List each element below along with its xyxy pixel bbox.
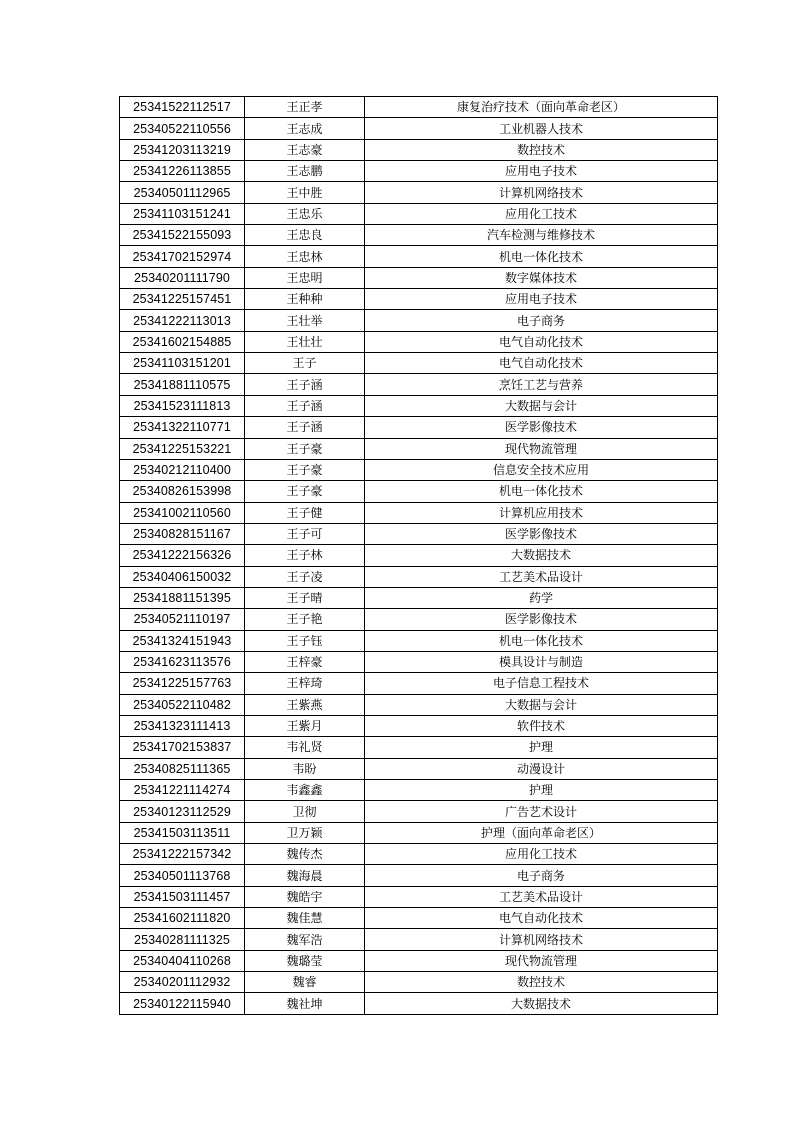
student-id-cell: 25341225153221	[120, 438, 245, 459]
table-row	[120, 331, 718, 352]
student-id-cell: 25341225157451	[120, 289, 245, 310]
student-id-cell: 25341322110771	[120, 417, 245, 438]
student-name-cell: 韦盼	[245, 758, 365, 779]
table-row	[120, 118, 718, 139]
table-row	[120, 844, 718, 865]
table-row	[120, 694, 718, 715]
student-name-cell: 王梓琦	[245, 673, 365, 694]
table-row	[120, 737, 718, 758]
major-cell: 电气自动化技术	[365, 331, 718, 352]
student-name-cell: 王子	[245, 353, 365, 374]
major-cell: 电子信息工程技术	[365, 673, 718, 694]
student-id-cell: 25341602111820	[120, 908, 245, 929]
student-name-cell: 王正孝	[245, 97, 365, 118]
student-id-cell: 25341503113511	[120, 822, 245, 843]
student-name-cell: 魏军浩	[245, 929, 365, 950]
student-name-cell: 王紫月	[245, 715, 365, 736]
student-id-cell: 25340501113768	[120, 865, 245, 886]
student-id-cell: 25341222157342	[120, 844, 245, 865]
table-row	[120, 950, 718, 971]
student-name-cell: 王子林	[245, 545, 365, 566]
student-id-cell: 25341623113576	[120, 651, 245, 672]
table-row	[120, 609, 718, 630]
table-row	[120, 908, 718, 929]
student-id-cell: 25341103151201	[120, 353, 245, 374]
student-name-cell: 王子豪	[245, 459, 365, 480]
major-cell: 应用电子技术	[365, 289, 718, 310]
student-id-cell: 25340122115940	[120, 993, 245, 1014]
student-id-cell: 25341503111457	[120, 886, 245, 907]
student-id-cell: 25340123112529	[120, 801, 245, 822]
major-cell: 机电一体化技术	[365, 246, 718, 267]
major-cell: 现代物流管理	[365, 950, 718, 971]
major-cell: 机电一体化技术	[365, 481, 718, 502]
major-cell: 计算机网络技术	[365, 929, 718, 950]
major-cell: 康复治疗技术（面向革命老区）	[365, 97, 718, 118]
student-name-cell: 魏社坤	[245, 993, 365, 1014]
major-cell: 大数据与会计	[365, 694, 718, 715]
student-id-cell: 25341881110575	[120, 374, 245, 395]
table-row	[120, 758, 718, 779]
major-cell: 现代物流管理	[365, 438, 718, 459]
table-row	[120, 822, 718, 843]
student-id-cell: 25341702153837	[120, 737, 245, 758]
student-name-cell: 魏海晨	[245, 865, 365, 886]
student-id-cell: 25340201112932	[120, 972, 245, 993]
student-id-cell: 25341324151943	[120, 630, 245, 651]
table-row	[120, 267, 718, 288]
major-cell: 电子商务	[365, 865, 718, 886]
table-row	[120, 886, 718, 907]
student-id-cell: 25340212110400	[120, 459, 245, 480]
major-cell: 动漫设计	[365, 758, 718, 779]
table-row	[120, 459, 718, 480]
table-row	[120, 545, 718, 566]
major-cell: 信息安全技术应用	[365, 459, 718, 480]
student-name-cell: 魏璐莹	[245, 950, 365, 971]
major-cell: 护理（面向革命老区）	[365, 822, 718, 843]
table-row	[120, 587, 718, 608]
student-name-cell: 王子艳	[245, 609, 365, 630]
student-name-cell: 王子涵	[245, 417, 365, 438]
major-cell: 大数据技术	[365, 545, 718, 566]
student-id-cell: 25341881151395	[120, 587, 245, 608]
table-row	[120, 353, 718, 374]
student-name-cell: 王子豪	[245, 481, 365, 502]
major-cell: 应用化工技术	[365, 844, 718, 865]
student-id-cell: 25341226113855	[120, 161, 245, 182]
major-cell: 医学影像技术	[365, 609, 718, 630]
student-name-cell: 王种种	[245, 289, 365, 310]
student-name-cell: 王子涵	[245, 374, 365, 395]
major-cell: 工业机器人技术	[365, 118, 718, 139]
table-row	[120, 225, 718, 246]
student-id-cell: 25340406150032	[120, 566, 245, 587]
student-name-cell: 王忠乐	[245, 203, 365, 224]
student-name-cell: 王壮举	[245, 310, 365, 331]
table-row	[120, 651, 718, 672]
student-id-cell: 25340404110268	[120, 950, 245, 971]
student-id-cell: 25340522110482	[120, 694, 245, 715]
student-name-cell: 王梓豪	[245, 651, 365, 672]
student-name-cell: 王紫燕	[245, 694, 365, 715]
table-row	[120, 417, 718, 438]
student-id-cell: 25341602154885	[120, 331, 245, 352]
student-name-cell: 王子钰	[245, 630, 365, 651]
student-id-cell: 25341522155093	[120, 225, 245, 246]
student-name-cell: 魏皓宇	[245, 886, 365, 907]
student-id-cell: 25341222113013	[120, 310, 245, 331]
major-cell: 电气自动化技术	[365, 353, 718, 374]
major-cell: 电气自动化技术	[365, 908, 718, 929]
major-cell: 计算机网络技术	[365, 182, 718, 203]
student-id-cell: 25341702152974	[120, 246, 245, 267]
student-name-cell: 王志鹏	[245, 161, 365, 182]
student-name-cell: 王忠林	[245, 246, 365, 267]
major-cell: 广告艺术设计	[365, 801, 718, 822]
student-name-cell: 王子健	[245, 502, 365, 523]
student-name-cell: 王子涵	[245, 395, 365, 416]
major-cell: 应用电子技术	[365, 161, 718, 182]
student-name-cell: 王子可	[245, 523, 365, 544]
table-row	[120, 929, 718, 950]
major-cell: 护理	[365, 780, 718, 801]
table-row	[120, 993, 718, 1014]
student-id-cell: 25340825111365	[120, 758, 245, 779]
major-cell: 医学影像技术	[365, 523, 718, 544]
major-cell: 工艺美术品设计	[365, 886, 718, 907]
major-cell: 大数据技术	[365, 993, 718, 1014]
student-name-cell: 王中胜	[245, 182, 365, 203]
table-row	[120, 502, 718, 523]
table-row	[120, 780, 718, 801]
major-cell: 医学影像技术	[365, 417, 718, 438]
major-cell: 应用化工技术	[365, 203, 718, 224]
student-name-cell: 魏传杰	[245, 844, 365, 865]
table-row	[120, 865, 718, 886]
major-cell: 数字媒体技术	[365, 267, 718, 288]
table-row	[120, 523, 718, 544]
major-cell: 汽车检测与维修技术	[365, 225, 718, 246]
student-name-cell: 王志成	[245, 118, 365, 139]
table-row	[120, 203, 718, 224]
table-row	[120, 481, 718, 502]
table-row	[120, 246, 718, 267]
table-row	[120, 395, 718, 416]
table-row	[120, 289, 718, 310]
major-cell: 护理	[365, 737, 718, 758]
major-cell: 电子商务	[365, 310, 718, 331]
table-row	[120, 310, 718, 331]
student-id-cell: 25341523111813	[120, 395, 245, 416]
student-id-cell: 25341203113219	[120, 139, 245, 160]
student-name-cell: 韦鑫鑫	[245, 780, 365, 801]
student-id-cell: 25340501112965	[120, 182, 245, 203]
student-id-cell: 25340522110556	[120, 118, 245, 139]
major-cell: 工艺美术品设计	[365, 566, 718, 587]
major-cell: 大数据与会计	[365, 395, 718, 416]
student-id-cell: 25340201111790	[120, 267, 245, 288]
student-id-cell: 25341222156326	[120, 545, 245, 566]
major-cell: 计算机应用技术	[365, 502, 718, 523]
student-id-cell: 25340828151167	[120, 523, 245, 544]
roster-body	[120, 97, 718, 1015]
table-row	[120, 161, 718, 182]
student-id-cell: 25341221114274	[120, 780, 245, 801]
student-name-cell: 王子豪	[245, 438, 365, 459]
table-row	[120, 630, 718, 651]
student-name-cell: 王忠良	[245, 225, 365, 246]
student-id-cell: 25341002110560	[120, 502, 245, 523]
student-name-cell: 卫彻	[245, 801, 365, 822]
major-cell: 数控技术	[365, 972, 718, 993]
student-name-cell: 韦礼贤	[245, 737, 365, 758]
student-name-cell: 王子凌	[245, 566, 365, 587]
student-name-cell: 魏佳慧	[245, 908, 365, 929]
table-row	[120, 97, 718, 118]
table-row	[120, 972, 718, 993]
student-id-cell: 25341323111413	[120, 715, 245, 736]
student-id-cell: 25340281111325	[120, 929, 245, 950]
major-cell: 软件技术	[365, 715, 718, 736]
major-cell: 数控技术	[365, 139, 718, 160]
table-row	[120, 438, 718, 459]
student-name-cell: 魏睿	[245, 972, 365, 993]
table-row	[120, 374, 718, 395]
student-name-cell: 王子晴	[245, 587, 365, 608]
table-row	[120, 673, 718, 694]
major-cell: 烹饪工艺与营养	[365, 374, 718, 395]
student-name-cell: 王志豪	[245, 139, 365, 160]
table-row	[120, 182, 718, 203]
major-cell: 机电一体化技术	[365, 630, 718, 651]
student-id-cell: 25341522112517	[120, 97, 245, 118]
student-id-cell: 25341103151241	[120, 203, 245, 224]
student-name-cell: 王壮壮	[245, 331, 365, 352]
student-name-cell: 卫万颖	[245, 822, 365, 843]
student-name-cell: 王忠明	[245, 267, 365, 288]
student-id-cell: 25340826153998	[120, 481, 245, 502]
major-cell: 模具设计与制造	[365, 651, 718, 672]
table-row	[120, 715, 718, 736]
student-id-cell: 25341225157763	[120, 673, 245, 694]
student-id-cell: 25340521110197	[120, 609, 245, 630]
student-roster-table	[119, 96, 718, 1015]
table-row	[120, 566, 718, 587]
table-row	[120, 139, 718, 160]
table-row	[120, 801, 718, 822]
major-cell: 药学	[365, 587, 718, 608]
